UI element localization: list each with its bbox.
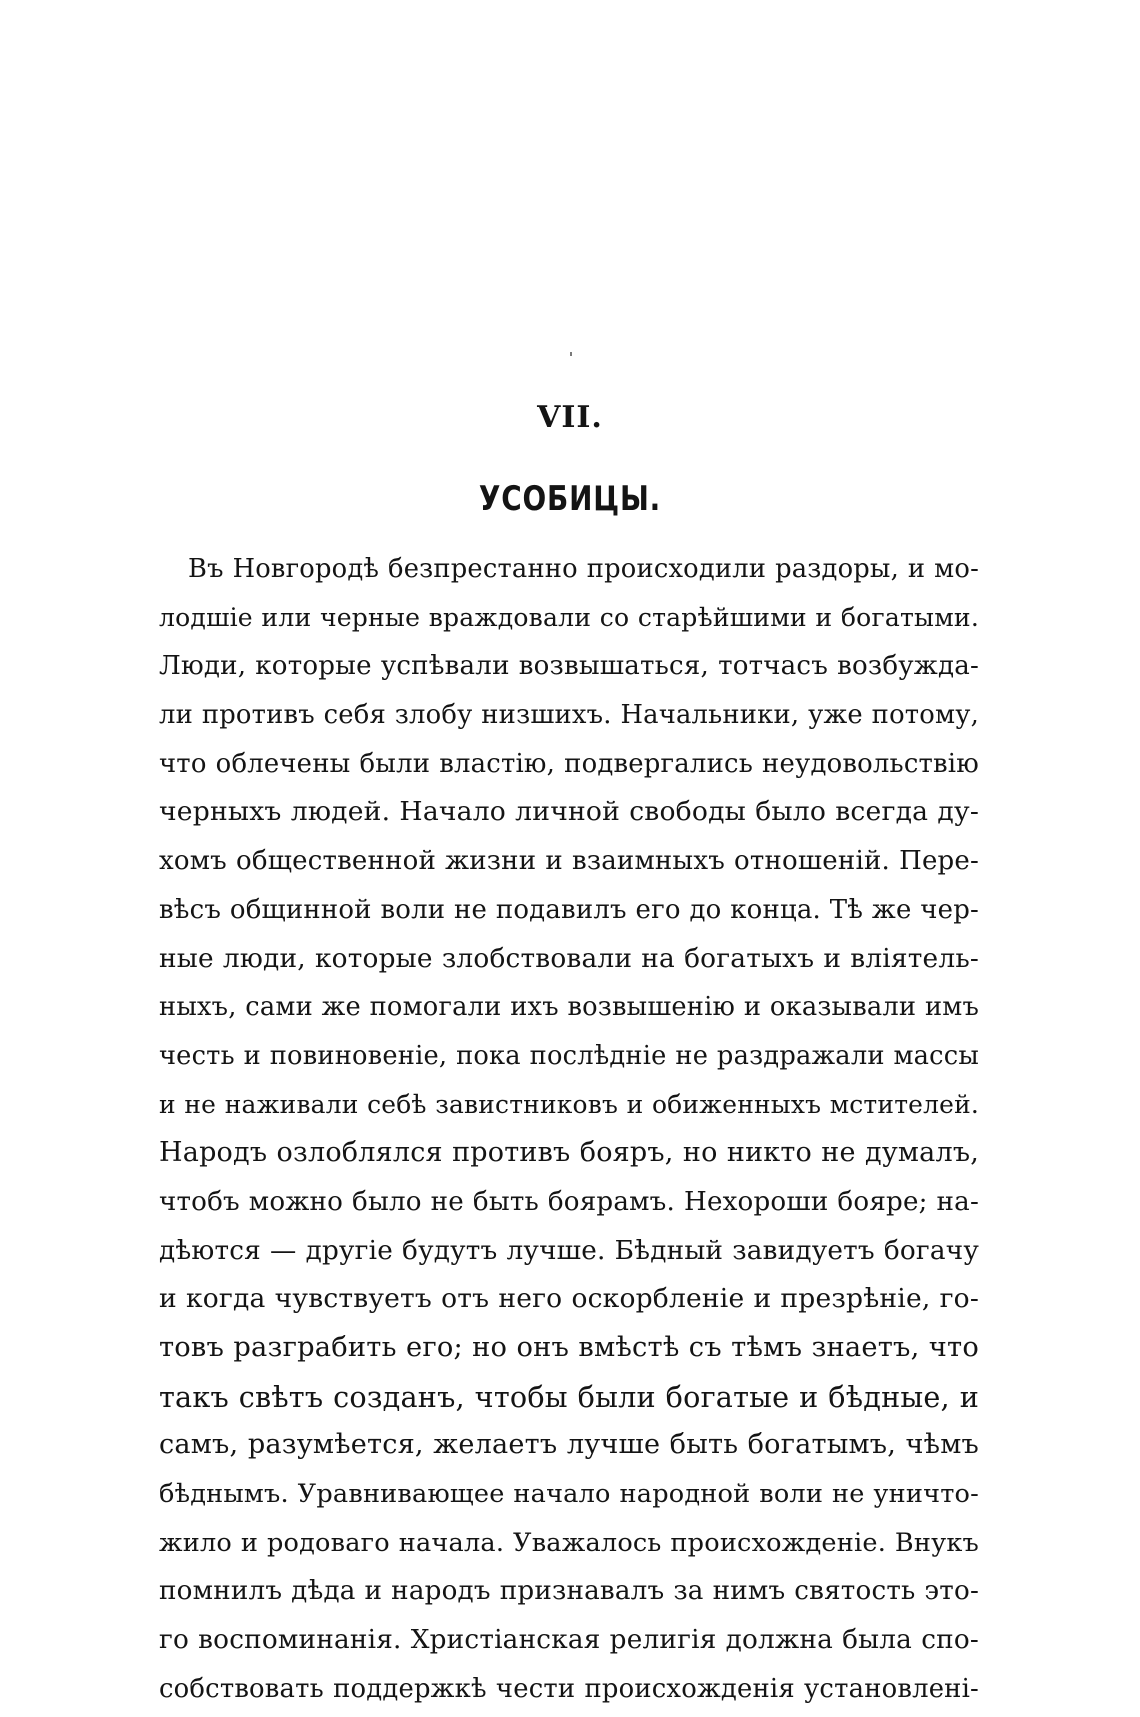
text-line: чтобъ можно было не быть боярамъ. Нехороши бояре; на- [159, 1186, 979, 1217]
text-line: хомъ общественной жизни и взаимныхъ отношеній. Пере- [159, 846, 979, 877]
text-line: собствовать поддержкѣ чести происхожденія установлені- [159, 1673, 979, 1704]
chapter-number: VII. [537, 400, 603, 435]
text-line: вѣсъ общинной воли не подавилъ его до конца. Тѣ же чер- [159, 894, 979, 925]
text-line: дѣются — другіе будутъ лучше. Бѣдный завидуетъ богачу [159, 1235, 979, 1266]
text-line: такъ свѣтъ созданъ, чтобы были богатые и бѣдные, и [159, 1379, 979, 1414]
text-line: самъ, разумѣется, желаетъ лучше быть богатымъ, чѣмъ [159, 1429, 979, 1461]
text-line: черныхъ людей. Начало личной свободы было всегда ду- [159, 796, 979, 828]
text-line: ные люди, которые злобствовали на богатыхъ и вліятель- [159, 943, 979, 974]
body-text [159, 545, 979, 1714]
print-speck [570, 352, 572, 356]
text-line: товъ разграбить его; но онъ вмѣстѣ съ тѣмъ знаетъ, что [159, 1332, 979, 1363]
text-line: Народъ озлоблялся противъ бояръ, но никто не думалъ, [159, 1137, 979, 1169]
text-line: и не наживали себѣ завистниковъ и обиженныхъ мстителей. [159, 1089, 979, 1119]
text-line: лодшіе или черные враждовали со старѣйшими и богатыми. [159, 602, 979, 632]
text-line: честь и повиновеніе, пока послѣдніе не раздражали массы [159, 1040, 979, 1071]
text-line: жило и родоваго начала. Уважалось происхожденіе. Внукъ [159, 1527, 979, 1558]
text-line: и когда чувствуетъ отъ него оскорбленіе и презрѣніе, го- [159, 1283, 979, 1315]
text-line: ли противъ себя злобу низшихъ. Начальники, уже потому, [159, 700, 979, 731]
text-line: Люди, которые успѣвали возвышаться, тотчасъ возбужда- [159, 651, 979, 682]
text-line: бѣднымъ. Уравнивающее начало народной воли не уничто- [159, 1479, 979, 1510]
text-line: помнилъ дѣда и народъ признавалъ за нимъ святость это- [159, 1576, 979, 1607]
text-line: Въ Новгородѣ безпрестанно происходили раздоры, и мо- [188, 554, 979, 584]
chapter-title: УСОБИЦЫ. [478, 479, 662, 519]
text-line: ныхъ, сами же помогали ихъ возвышенію и оказывали имъ [159, 992, 979, 1023]
text-line: что облечены были властію, подвергались неудовольствію [159, 748, 979, 779]
text-line: го воспоминанія. Христіанская религія должна была спо- [159, 1625, 979, 1656]
